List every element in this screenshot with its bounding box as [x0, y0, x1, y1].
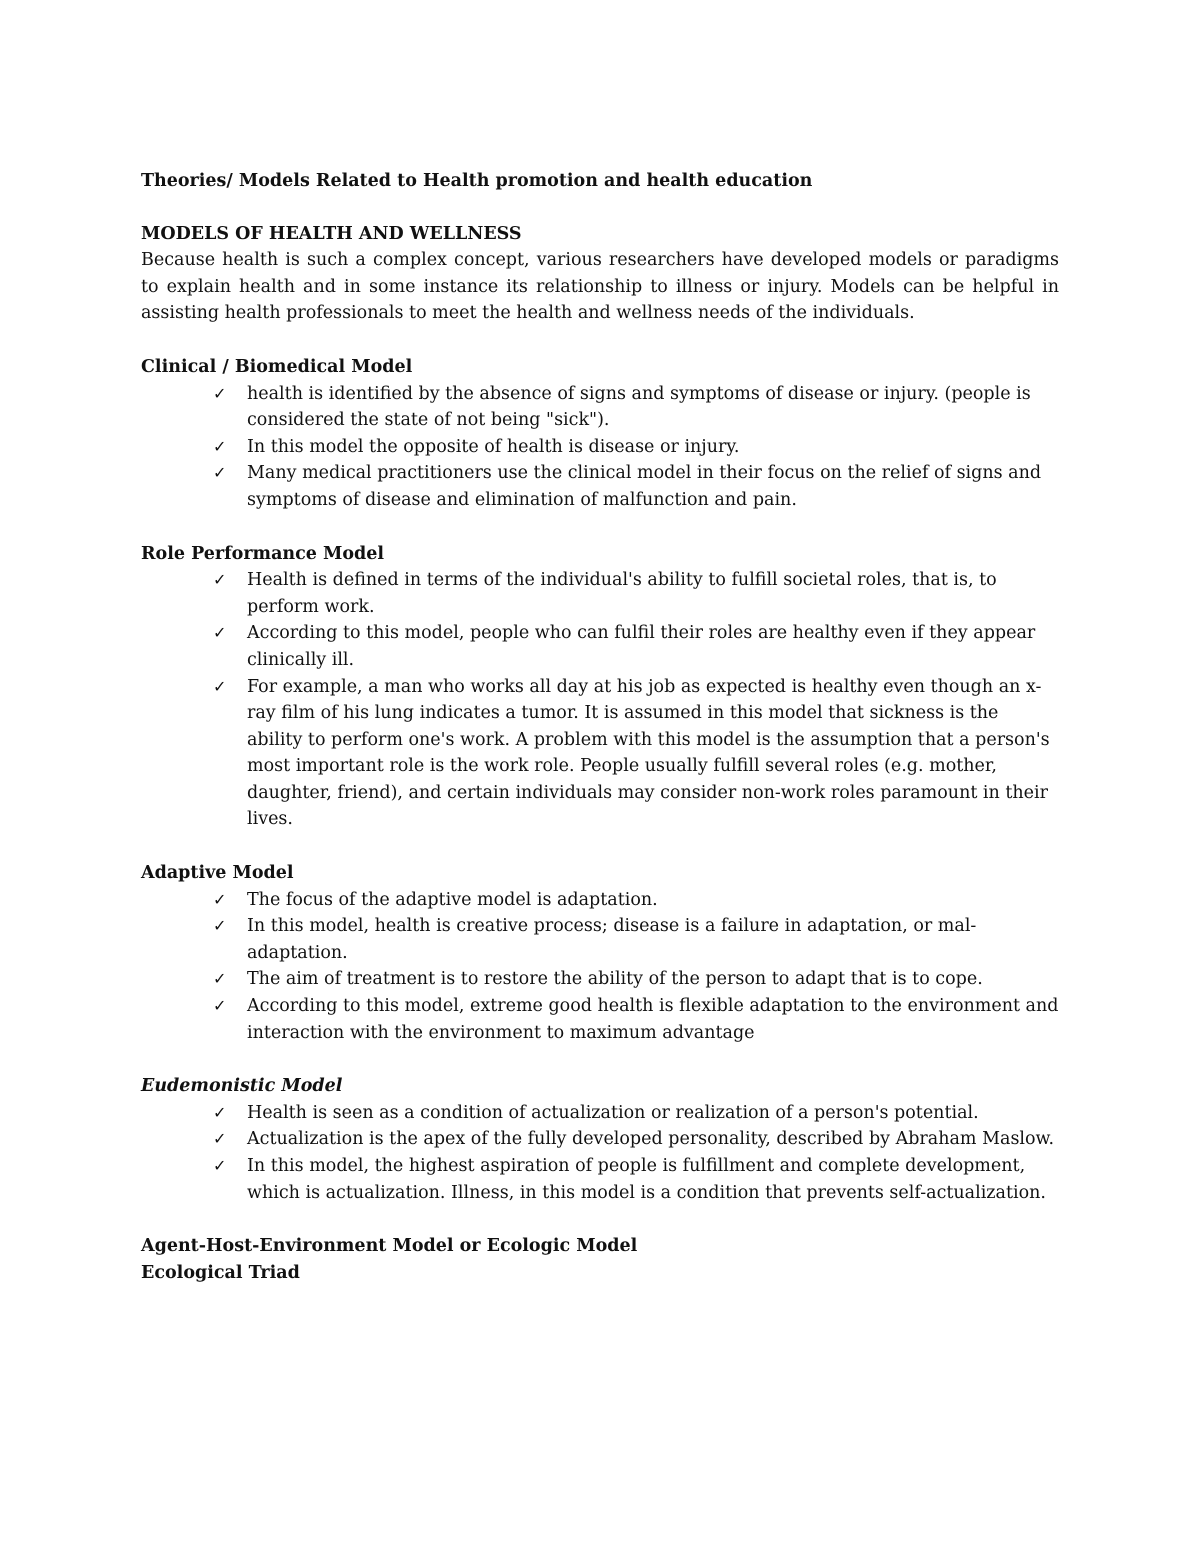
- list-item-text: Health is seen as a condition of actualization or realization of a person's potential.: [247, 1102, 979, 1123]
- check-icon: ✓: [213, 570, 227, 590]
- list-item-text: Many medical practitioners use the clinical model in their focus on the relief of signs and symptoms of disease and elimination of malfunction and pain.: [247, 463, 1042, 510]
- list-item-text: In this model, the highest aspiration of people is fulfillment and complete development, which is actualization. Illness, in this model is a condition that prevents self-actualization.: [247, 1156, 1046, 1203]
- list-item: [141, 460, 1059, 513]
- check-icon: ✓: [213, 996, 227, 1016]
- intro-heading: MODELS OF HEALTH AND WELLNESS: [141, 223, 522, 244]
- check-icon: ✓: [213, 1156, 227, 1175]
- check-icon: ✓: [213, 463, 227, 483]
- check-icon: ✓: [213, 623, 227, 643]
- check-icon: ✓: [213, 1129, 227, 1149]
- check-icon: ✓: [213, 383, 227, 403]
- section-heading: Adaptive Model: [141, 863, 294, 884]
- ecological-triad-heading: Ecological Triad: [141, 1262, 300, 1283]
- list-item-text: health is identified by the absence of signs and symptoms of disease or injury. (people is considered the state of not being "sick").: [247, 383, 1031, 431]
- list-item-text: The aim of treatment is to restore the ability of the person to adapt that is to cope.: [247, 969, 983, 990]
- check-icon: ✓: [213, 969, 227, 989]
- intro-paragraph: Because health is such a complex concept, various researchers have developed models or paradigms to explain health and in some instance its relationship to illness or injury. Models can be helpful in assisting health professionals to meet the health and wellness needs of the individuals.: [141, 250, 1059, 324]
- list-item: [141, 993, 1059, 1046]
- list-item: [141, 887, 1059, 914]
- checklist: [141, 381, 1059, 514]
- list-item: [141, 1126, 1059, 1153]
- list-item: [141, 381, 1059, 434]
- section-role-performance-model: [141, 541, 1059, 834]
- section-heading: Role Performance Model: [141, 543, 385, 564]
- document-title: Theories/ Models Related to Health promotion and health education: [141, 171, 813, 191]
- list-item-text: In this model, health is creative process; disease is a failure in adaptation, or mal-adaptation.: [247, 916, 977, 963]
- list-item-text: Actualization is the apex of the fully developed personality, described by Abraham Maslow.: [247, 1129, 1055, 1150]
- document-page: [141, 168, 1059, 1286]
- list-item: [141, 674, 1059, 834]
- checklist: [141, 567, 1059, 833]
- list-item: [141, 1153, 1059, 1206]
- check-icon: ✓: [213, 889, 227, 909]
- list-item: [141, 620, 1059, 673]
- checklist: [141, 887, 1059, 1047]
- list-item-text: According to this model, people who can fulfil their roles are healthy even if they appear clinically ill.: [247, 623, 1036, 670]
- list-item-text: According to this model, extreme good health is flexible adaptation to the environment and interaction with the environment to maximum advantage: [247, 996, 1059, 1043]
- check-icon: ✓: [213, 916, 227, 936]
- section-heading: Eudemonistic Model: [141, 1076, 343, 1097]
- section-heading: Clinical / Biomedical Model: [141, 356, 413, 377]
- list-item: [141, 966, 1059, 993]
- list-item-text: The focus of the adaptive model is adaptation.: [247, 889, 658, 910]
- checklist: [141, 1100, 1059, 1206]
- list-item: [141, 913, 1059, 966]
- ecologic-model-heading: Agent-Host-Environment Model or Ecologic Model: [141, 1236, 638, 1257]
- list-item-text: For example, a man who works all day at his job as expected is healthy even though an x-ray film of his lung indicates a tumor. It is assumed in this model that sickness is the ability to perform one's work. A problem with this model is the assumption that a person's most important role is the work role. People usually fulfill several roles (e.g. mother, daughter, friend), and certain individuals may consider non-work roles paramount in their lives.: [247, 676, 1050, 830]
- check-icon: ✓: [213, 676, 227, 696]
- check-icon: ✓: [213, 1102, 227, 1122]
- list-item-text: Health is defined in terms of the individual's ability to fulfill societal roles, that is, to perform work.: [247, 570, 997, 617]
- list-item: [141, 1100, 1059, 1127]
- section-adaptive-model: [141, 860, 1059, 1046]
- list-item: [141, 434, 1059, 461]
- list-item: [141, 567, 1059, 620]
- section-clinical-model: [141, 354, 1059, 514]
- section-eudemonistic-model: [141, 1073, 1059, 1206]
- list-item-text: In this model the opposite of health is disease or injury.: [247, 436, 740, 457]
- check-icon: ✓: [213, 436, 227, 456]
